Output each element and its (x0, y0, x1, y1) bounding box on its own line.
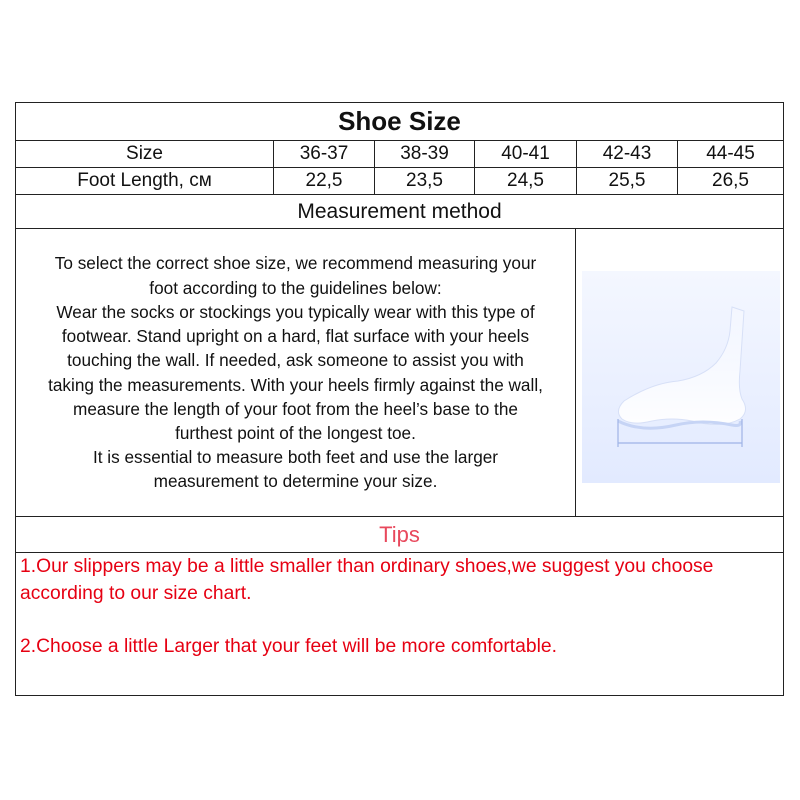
size-cell: 38-39 (375, 141, 475, 167)
instruction-line: measure the length of your foot from the heel’s base to the (73, 398, 518, 419)
tip-1: 1.Our slippers may be a little smaller than ordinary shoes,we suggest you choose according to our size chart. (20, 556, 714, 604)
foot-length-cell: 23,5 (375, 168, 475, 194)
instructions-paragraph (42, 251, 549, 493)
measurement-instructions (16, 229, 576, 516)
size-row-label: Size (16, 141, 274, 167)
measurement-method-body (16, 229, 783, 517)
size-row (16, 141, 783, 168)
instruction-line: To select the correct shoe size, we recommend measuring your (54, 253, 537, 274)
size-cell: 40-41 (475, 141, 577, 167)
foot-length-cell: 26,5 (712, 170, 749, 191)
chart-title: Shoe Size (16, 103, 783, 141)
instruction-line: furthest point of the longest toe. (175, 422, 416, 443)
foot-length-cell: 24,5 (475, 168, 577, 194)
size-cell: 44-45 (706, 143, 755, 164)
instruction-line: footwear. Stand upright on a hard, flat surface with your heels (61, 326, 530, 347)
instruction-line: touching the wall. If needed, ask someone to assist you with (67, 350, 524, 371)
measurement-method-heading: Measurement method (16, 195, 783, 229)
size-chart (15, 102, 784, 696)
tip-2: 2.Choose a little Larger that your feet will be more comfortable. (20, 636, 557, 657)
tips-heading: Tips (16, 517, 783, 553)
tips-body (16, 553, 783, 695)
foot-length-cell: 25,5 (577, 168, 678, 194)
size-cell: 36-37 (274, 141, 375, 167)
instruction-line: foot according to the guidelines below: (149, 277, 442, 298)
foot-length-cell: 22,5 (274, 168, 375, 194)
instruction-line: taking the measurements. With your heels firmly against the wall, (48, 374, 543, 395)
foot-length-label: Foot Length, см (16, 168, 274, 194)
instruction-line: measurement to determine your size. (153, 471, 438, 492)
foot-length-row (16, 168, 783, 195)
instruction-line: Wear the socks or stockings you typically wear with this type of (56, 301, 535, 322)
size-cell: 42-43 (577, 141, 678, 167)
instruction-line: It is essential to measure both feet and use the larger (92, 447, 499, 468)
foot-measure-icon (582, 271, 780, 483)
